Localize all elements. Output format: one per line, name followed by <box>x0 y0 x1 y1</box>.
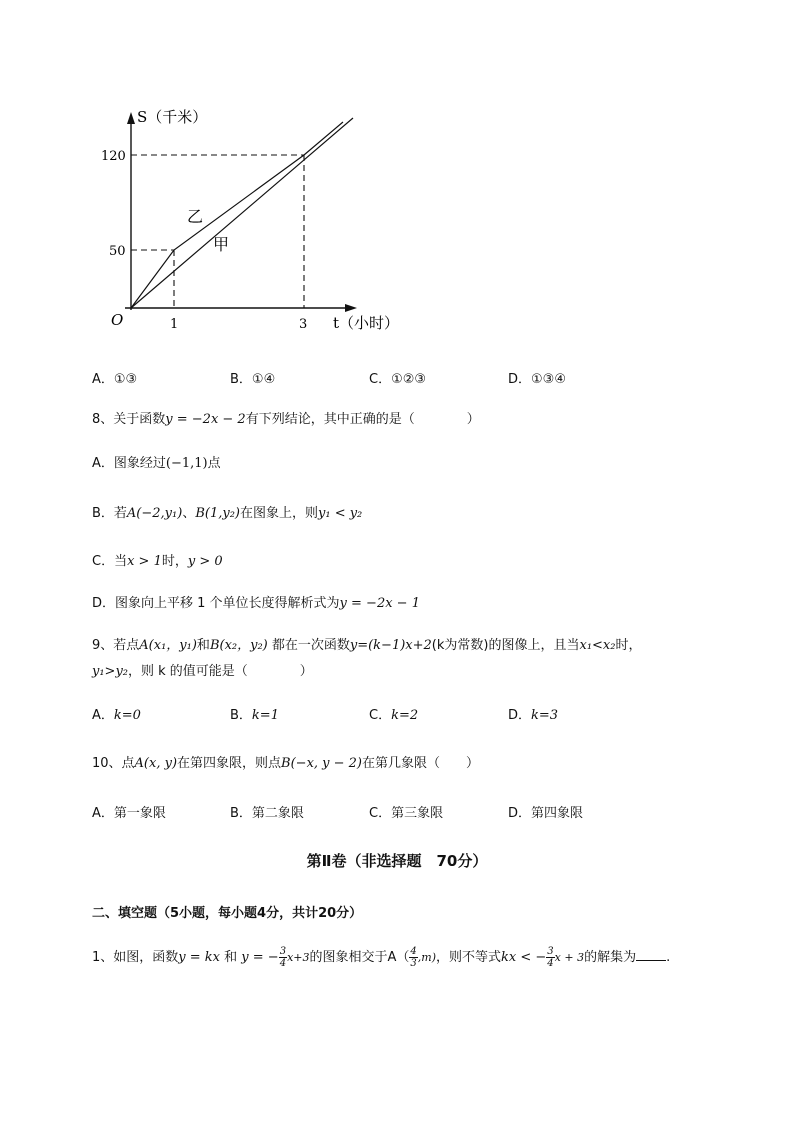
q10-stem <box>92 752 479 771</box>
option-text: 第一象限 <box>113 806 166 821</box>
q9-point-b: B(x₂，y₂) <box>209 638 268 653</box>
q8-a-label: A．图象经过 <box>92 456 166 471</box>
label-jia: 甲 <box>213 235 230 254</box>
option-text: k=0 <box>113 708 141 723</box>
x-tick-1: 1 <box>170 317 179 332</box>
fill1-f2-post: x+3 <box>287 951 310 964</box>
q9-tail: 时， <box>615 638 642 653</box>
q9-option-d[interactable] <box>508 704 558 723</box>
option-letter: A． <box>92 372 114 387</box>
option-text: k=3 <box>531 708 559 723</box>
option-letter: B． <box>230 372 252 387</box>
option-letter: C． <box>369 806 392 821</box>
option-letter: D． <box>508 708 532 723</box>
q8-stem <box>92 408 480 427</box>
fill1-mid: 的图象相交于A（ <box>309 950 410 965</box>
q8-option-c[interactable] <box>92 550 223 569</box>
q8-c-mid: 时， <box>161 554 188 569</box>
q8-option-d[interactable] <box>92 592 420 611</box>
q7-option-c[interactable] <box>369 368 426 387</box>
x-axis-label: t（小时） <box>333 314 400 332</box>
frac-den: 3 <box>410 958 417 969</box>
frac-num: 4 <box>410 946 417 957</box>
q8-stem-post: 有下列结论，其中正确的是（ ） <box>245 412 480 427</box>
option-letter: C． <box>369 708 392 723</box>
fill1-pre: 1、如图，函数 <box>92 950 179 965</box>
y-axis-arrow <box>127 112 135 124</box>
option-letter: D． <box>508 372 532 387</box>
option-text: 第二象限 <box>251 806 304 821</box>
q10-point-b: B(−x, y − 2) <box>281 756 363 771</box>
option-text: k=1 <box>251 708 279 723</box>
option-text: ①③④ <box>531 372 566 387</box>
q9-option-c[interactable] <box>369 704 418 723</box>
q10-tail: 在第几象限（ ） <box>362 756 480 771</box>
y-tick-120: 120 <box>101 149 126 164</box>
option-letter: B． <box>230 708 252 723</box>
option-text: ①④ <box>251 372 276 387</box>
q9-condition-y: y₁>y₂ <box>92 664 129 679</box>
q8-b-label: B．若 <box>92 506 127 521</box>
fill1-ineq-post: x + 3 <box>554 951 585 964</box>
q8-option-b[interactable] <box>92 502 362 521</box>
option-letter: D． <box>508 806 532 821</box>
q10-option-c[interactable] <box>369 802 443 821</box>
fill1-and-text: 和 <box>224 950 238 965</box>
option-letter: B． <box>230 806 252 821</box>
q10-pre: 10、点 <box>92 756 135 771</box>
frac-num: 3 <box>547 946 554 957</box>
frac-den: 4 <box>279 958 287 969</box>
q9-pre: 9、若点 <box>92 638 140 653</box>
q8-a-tail: 点 <box>207 456 221 471</box>
q7-option-d[interactable] <box>508 368 566 387</box>
option-letter: A． <box>92 708 114 723</box>
fill1-frac1 <box>279 946 287 969</box>
fill1-end: . <box>666 950 671 965</box>
origin-label: O <box>111 311 124 329</box>
fill1-pt-post: ,m) <box>417 951 436 964</box>
section2-heading: 二、填空题（5小题，每小题4分，共计20分） <box>92 906 363 921</box>
option-text: k=2 <box>391 708 419 723</box>
option-text: 第四象限 <box>531 806 584 821</box>
q8-c-expr2: y > 0 <box>187 554 223 569</box>
option-text: 第三象限 <box>391 806 444 821</box>
q8-b-expr3: y₁ < y₂ <box>318 506 363 521</box>
q8-c-expr1: x > 1 <box>127 554 162 569</box>
q8-option-a[interactable] <box>92 452 221 471</box>
q8-d-expr: y = −2x − 1 <box>339 596 420 611</box>
q10-point-a: A(x, y) <box>134 756 178 771</box>
q9-stem-line2 <box>92 660 313 679</box>
option-letter: C． <box>369 372 392 387</box>
y-tick-50: 50 <box>109 244 126 259</box>
q9-condition-x: x₁<x₂ <box>579 638 616 653</box>
q9-point-a: A(x₁，y₁) <box>139 638 197 653</box>
q9-mid: 都在一次函数 <box>267 638 350 653</box>
q9-function: y=(k−1)x+2 <box>349 638 432 653</box>
fill1-mid2: ，则不等式 <box>436 950 502 965</box>
q10-option-d[interactable] <box>508 802 583 821</box>
fill1-frac3 <box>546 946 554 969</box>
option-letter: A． <box>92 806 114 821</box>
part2-title: 第Ⅱ卷（非选择题 70分） <box>306 852 488 870</box>
q8-c-label: C．当 <box>92 554 128 569</box>
fill1-tail: 的解集为 <box>584 950 637 965</box>
q9-line2-tail: ，则 k 的值可能是（ ） <box>128 664 313 679</box>
q9-and: 和 <box>196 638 210 653</box>
q8-b-tail: 在图象上，则 <box>239 506 318 521</box>
q9-stem-line1 <box>92 634 641 653</box>
answer-blank[interactable] <box>636 948 666 961</box>
x-axis-arrow <box>345 304 357 312</box>
q9-option-b[interactable] <box>230 704 279 723</box>
option-text: ①③ <box>113 372 138 387</box>
line-jia <box>131 118 353 308</box>
fill1-question <box>92 946 670 970</box>
fill1-f2-pre: y = − <box>241 950 279 965</box>
q8-stem-pre: 8、关于函数 <box>92 412 166 427</box>
q9-paren: (k为常数)的图像上，且当 <box>431 638 580 653</box>
q7-option-a[interactable] <box>92 368 137 387</box>
q9-option-a[interactable] <box>92 704 141 723</box>
q7-option-b[interactable] <box>230 368 275 387</box>
q10-option-b[interactable] <box>230 802 304 821</box>
q10-option-a[interactable] <box>92 802 166 821</box>
x-tick-3: 3 <box>299 317 308 332</box>
q8-d-label: D．图象向上平移 1 个单位长度得解析式为 <box>92 596 340 611</box>
fill1-frac2 <box>409 946 417 969</box>
q10-mid: 在第四象限，则点 <box>177 756 282 771</box>
q8-b-expr2: B(1,y₂) <box>195 506 240 521</box>
distance-time-graph <box>95 100 405 340</box>
fill1-ineq-pre: kx < − <box>501 950 547 965</box>
y-axis-label: S（千米） <box>137 108 208 126</box>
q8-b-expr1: A(−2,y₁) <box>126 506 183 521</box>
frac-num: 3 <box>279 946 287 957</box>
option-text: ①②③ <box>391 372 427 387</box>
q8-a-expr: (−1,1) <box>165 456 208 471</box>
q8-b-mid: 、 <box>182 506 196 521</box>
frac-den: 4 <box>547 958 554 969</box>
label-yi: 乙 <box>187 207 204 226</box>
q8-stem-expr: y = −2x − 2 <box>165 412 246 427</box>
fill1-f1: y = kx <box>178 950 220 965</box>
